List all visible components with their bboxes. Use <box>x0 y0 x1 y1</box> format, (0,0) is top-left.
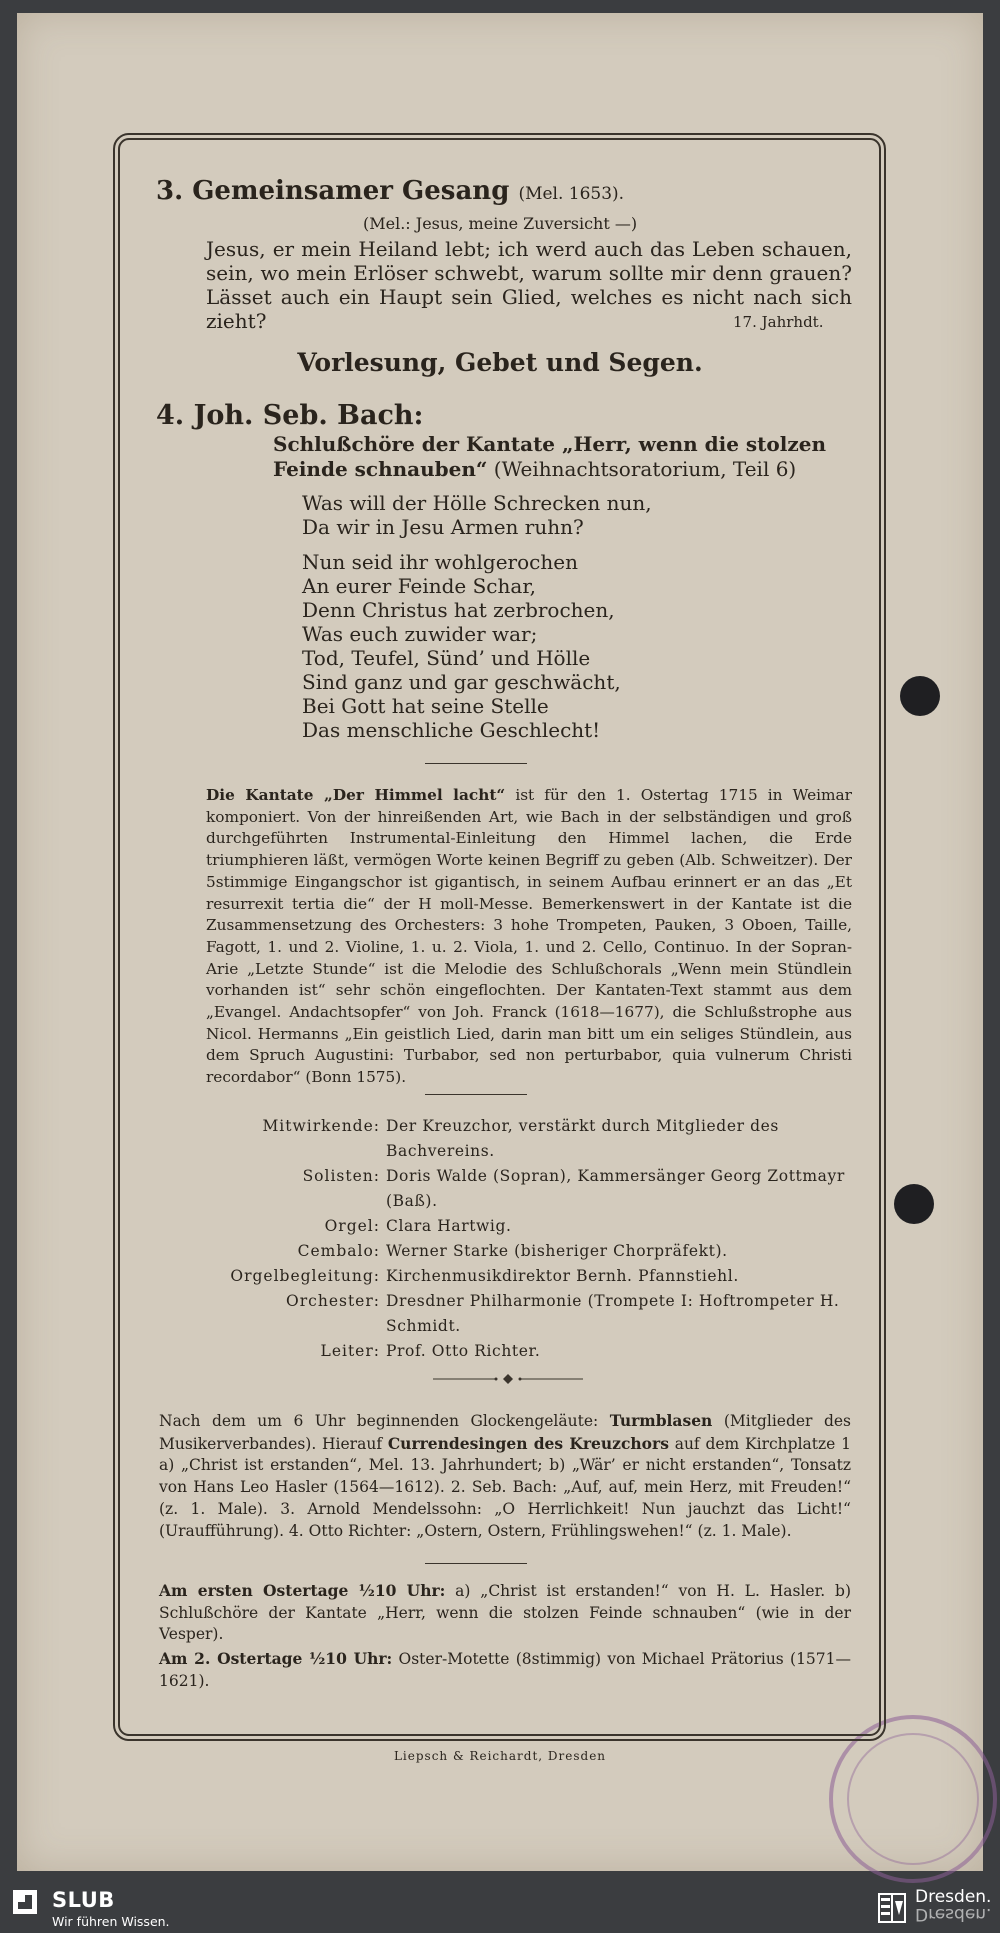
verse-2 <box>302 550 621 742</box>
dresden-logo-reflection: Dresden. <box>915 1904 992 1924</box>
punch-hole <box>900 676 940 716</box>
punch-hole <box>894 1184 934 1224</box>
verse-line: Denn Christus hat zerbrochen, <box>302 598 615 622</box>
bells-bold: Turmblasen <box>609 1411 713 1430</box>
divider <box>425 1563 527 1564</box>
verse-line: Sind ganz und gar geschwächt, <box>302 670 621 694</box>
credit-value: Prof. Otto Richter. <box>386 1342 541 1360</box>
section-3-heading <box>156 176 624 206</box>
credit-value: Der Kreuzchor, verstärkt durch Mitglieder des Bachvereins. <box>386 1117 779 1160</box>
credit-value: Dresdner Philharmonie (Trompete I: Hoftrompeter H. Schmidt. <box>386 1292 840 1335</box>
credit-value: Werner Starke (bisheriger Chorpräfekt). <box>386 1242 728 1260</box>
hymn-source: 17. Jahrhdt. <box>733 313 824 331</box>
slub-logo-text[interactable]: SLUB <box>52 1888 115 1912</box>
melody-line: (Mel.: Jesus, meine Zuversicht —) <box>363 214 638 233</box>
credit-value: Kirchenmusikdirektor Bernh. Pfannstiehl. <box>386 1267 739 1285</box>
bells-text: auf dem Kirchplatze 1 a) „Christ ist erstanden“, Mel. 13. Jahrhundert; b) „Wär’ er nicht erstanden“, Tonsatz von Hans Leo Hasler (1564—1612). 2. Seb. Bach: „Auf, auf, mein Herz, mit Freuden!“ (z. 1. Male). 3. Arnold Mendelssohn: „O Herrlichkeit! Nun jauchzt das Licht!“ (Uraufführung). 4. Otto Richter: „Ostern, Ostern, Frühlingswehen!“ (z. 1. Male). <box>159 1434 851 1540</box>
bells-text: (Mitglieder des Musikerverbandes). Hierauf <box>159 1412 851 1453</box>
printer-imprint: Liepsch & Reichardt, Dresden <box>393 1749 607 1763</box>
bells-paragraph <box>159 1410 851 1542</box>
divider <box>425 763 527 764</box>
credit-label: Orgelbegleitung: <box>230 1267 380 1285</box>
verse-line: An eurer Feinde Schar, <box>302 574 537 598</box>
credit-label: Solisten: <box>302 1167 380 1185</box>
verse-1 <box>302 491 652 539</box>
cantata-title-rest: (Weihnachtsoratorium, Teil 6) <box>487 457 797 481</box>
note-title: Die Kantate „Der Himmel lacht“ <box>206 786 506 804</box>
easter-day-2 <box>159 1648 851 1692</box>
credit-label: Leiter: <box>320 1342 380 1360</box>
slub-logo-icon[interactable] <box>13 1890 37 1914</box>
dresden-crest-icon <box>878 1893 906 1923</box>
credit-label: Orgel: <box>324 1217 380 1235</box>
easter-day-1-label: Am ersten Ostertage ½10 Uhr: <box>159 1581 446 1600</box>
melody-number: (Mel. 1653). <box>518 184 625 204</box>
divider <box>425 1094 527 1095</box>
cantata-title-bold: Schlußchöre der Kantate „Herr, wenn die stolzen Feinde schnauben“ <box>273 432 826 481</box>
verse-line: Da wir in Jesu Armen ruhn? <box>302 515 584 539</box>
easter-day-2-label: Am 2. Ostertage ½10 Uhr: <box>159 1649 393 1668</box>
easter-day-2-text: Oster-Motette (8stimmig) von Michael Prätorius (1571—1621). <box>159 1650 852 1690</box>
credit-value: Doris Walde (Sopran), Kammersänger Georg Zottmayr (Baß). <box>386 1167 845 1210</box>
verse-line: Das menschliche Geschlecht! <box>302 718 601 742</box>
ornament-divider <box>433 1373 583 1385</box>
easter-day-1-text: a) „Christ ist erstanden!“ von H. L. Hasler. b) Schlußchöre der Kantate „Herr, wenn die stolzen Feinde schnauben“ (wie in der Vesper). <box>159 1582 851 1644</box>
credit-value: Clara Hartwig. <box>386 1217 512 1235</box>
verse-line: Tod, Teufel, Sünd’ und Hölle <box>302 646 591 670</box>
verse-line: Bei Gott hat seine Stelle <box>302 694 549 718</box>
bells-text: Nach dem um 6 Uhr beginnenden Glockengeläute: <box>159 1412 610 1430</box>
note-text: ist für den 1. Ostertag 1715 in Weimar komponiert. Von der hinreißenden Art, wie Bach in der selbständigen und groß durchgeführten Instrumental-Einleitung den Himmel lachen, die Erde triumphieren läßt, vermögen Worte keinen Begriff zu geben (Alb. Schweitzer). Der 5stimmige Eingangschor ist gigantisch, in seinem Aufbau erinnert er an das „Et resurrexit tertia die“ der H moll-Messe. Bemerkenswert in der Kantate ist die Zusammensetzung des Orchesters: 3 hohe Trompeten, Pauken, 3 Oboen, Taille, Fagott, 1. und 2. Violine, 1. u. 2. Viola, 1. und 2. Cello, Continuo. In der Sopran-Arie „Letzte Stunde“ ist die Melodie des Schlußchorals „Wenn mein Stündlein vorhanden ist“ sehr schön eingeflochten. Der Kantaten-Text stammt aus dem „Evangel. Andachtsopfer“ von Joh. Franck (1618—1677), die Schlußstrophe aus Nicol. Hermanns „Ein geistlich Lied, darin man bitt um ein seliges Stündlein, aus dem Spruch Augustini: Turbabor, sed non perturbabor, quia vulnerum Christi recordabor“ (Bonn 1575). <box>206 786 852 1087</box>
dresden-logo-text: Dresden. <box>915 1887 992 1907</box>
hymn-lyrics: Jesus, er mein Heiland lebt; ich werd auch das Leben schauen, sein, wo mein Erlöser schwebt, warum sollte mir denn grauen? Lässet auch ein Haupt sein Glied, welches es nicht nach sich zieht? <box>206 237 852 333</box>
verse-line: Nun seid ihr wohlgerochen <box>302 550 578 574</box>
credit-label: Orchester: <box>286 1292 380 1310</box>
slub-tagline: Wir führen Wissen. <box>52 1914 170 1929</box>
reading-heading: Vorlesung, Gebet und Segen. <box>297 348 703 377</box>
easter-day-1 <box>159 1580 851 1646</box>
section-4-heading: 4. Joh. Seb. Bach: <box>156 400 424 431</box>
credit-label: Cembalo: <box>297 1242 380 1260</box>
cantata-note <box>206 785 852 1089</box>
cantata-title <box>273 432 853 482</box>
bells-bold: Currendesingen des Kreuzchors <box>387 1433 669 1453</box>
viewer-footer <box>0 1883 1000 1933</box>
verse-line: Was will der Hölle Schrecken nun, <box>302 491 652 515</box>
credit-label: Mitwirkende: <box>262 1117 380 1135</box>
section-3-title: 3. Gemeinsamer Gesang <box>156 176 510 206</box>
verse-line: Was euch zuwider war; <box>302 622 538 646</box>
